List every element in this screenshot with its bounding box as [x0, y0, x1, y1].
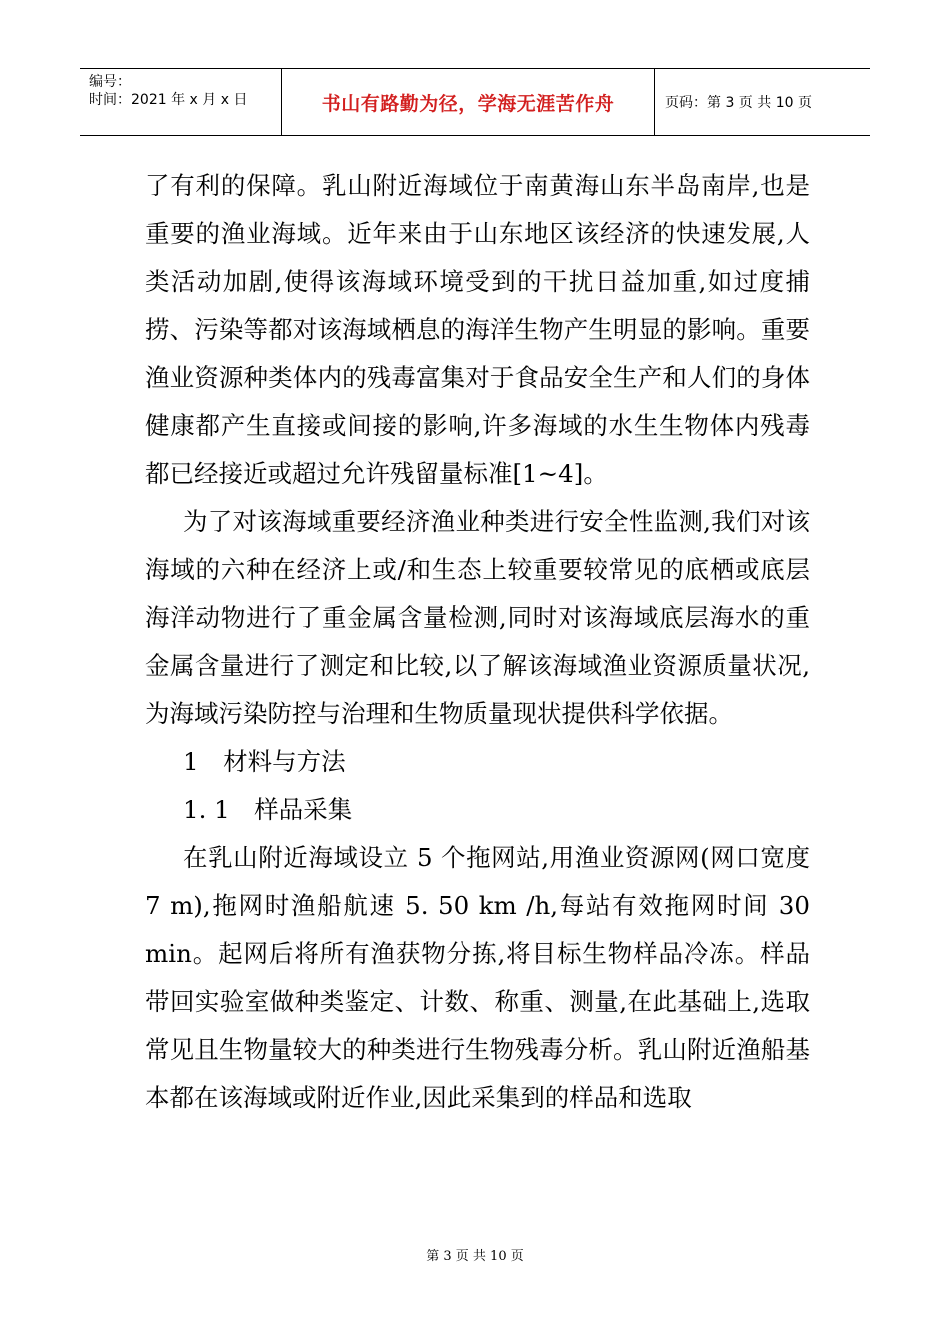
paragraph-purpose: 为了对该海域重要经济渔业种类进行安全性监测,我们对该海域的六种在经济上或/和生态上较重要较常见的底栖或底层海洋动物进行了重金属含量检测,同时对该海域底层海水的重金属含量进行了测定和比较,以了解该海域渔业资源质量状况,为海域污染防控与治理和生物质量现状提供科学依据。 [145, 507, 810, 728]
page-header [80, 68, 870, 136]
time-label: 时间：2021 年 x 月 x 日 [89, 92, 248, 108]
serial-label: 编号： [89, 74, 131, 90]
subsection-heading: 1. 1 样品采集 [183, 795, 353, 824]
header-page-info: 页码：第 3 页 共 10 页 [665, 95, 812, 111]
header-motto: 书山有路勤为径，学海无涯苦作舟 [282, 69, 655, 135]
header-meta [80, 69, 282, 135]
paragraph-sampling: 在乳山附近海域设立 5 个拖网站,用渔业资源网(网口宽度 7 m),拖网时渔船航速 5. 50 km /h,每站有效拖网时间 30 min。起网后将所有渔获物分拣,将目标生物样品冷冻。样品带回实验室做种类鉴定、计数、称重、测量,在此基础上,选取常见且生物量较大的种类进行生物残毒分析。乳山附近渔船基本都在该海域或附近作业,因此采集到的样品和选取 [145, 843, 810, 1112]
document-body [145, 162, 810, 1122]
section-heading: 1 材料与方法 [183, 747, 346, 776]
paragraph-intro-continued: 了有利的保障。乳山附近海域位于南黄海山东半岛南岸,也是重要的渔业海域。近年来由于山东地区该经济的快速发展,人类活动加剧,使得该海域环境受到的干扰日益加重,如过度捕捞、污染等都对该海域栖息的海洋生物产生明显的影响。重要渔业资源种类体内的残毒富集对于食品安全生产和人们的身体健康都产生直接或间接的影响,许多海域的水生生物体内残毒都已经接近或超过允许残留量标准[1~4]。 [145, 171, 810, 488]
page-footer: 第 3 页 共 10 页 [426, 1249, 524, 1264]
